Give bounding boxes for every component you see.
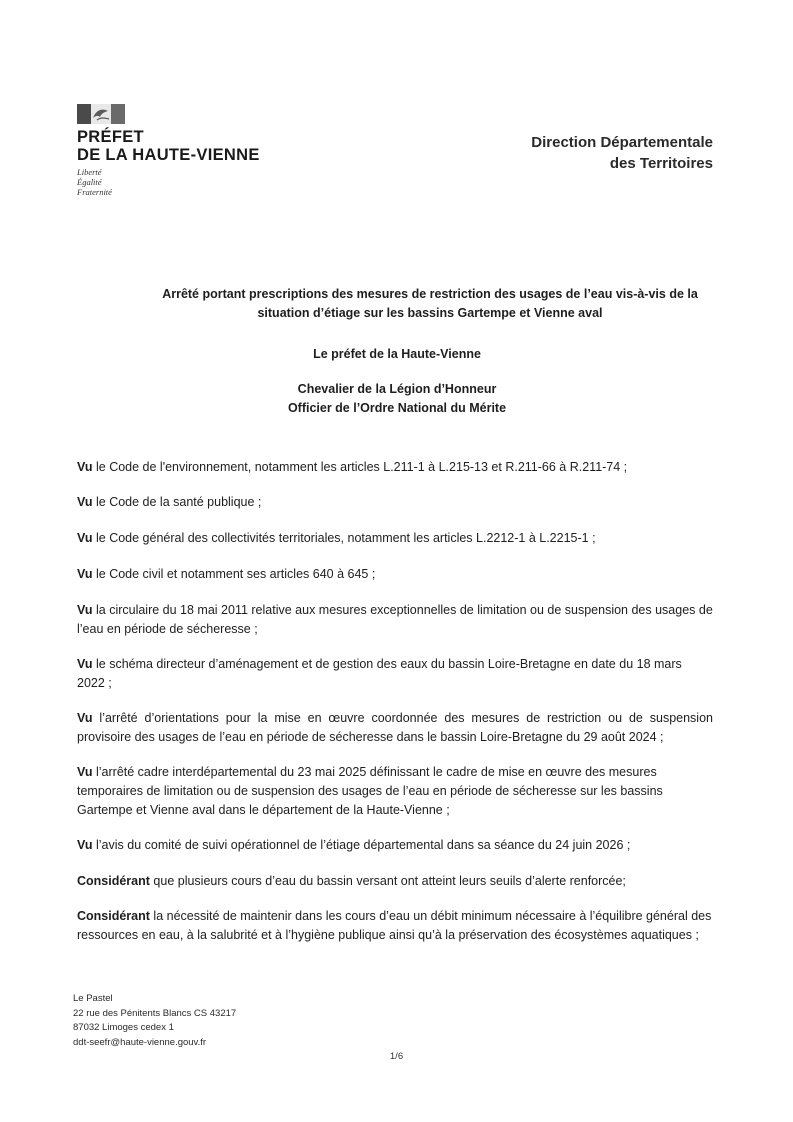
visa-paragraph: Vu le Code civil et notamment ses articles 640 à 645 ;	[77, 567, 376, 581]
visa-paragraph: Vu le Code de la santé publique ;	[77, 495, 262, 509]
republic-motto	[77, 167, 297, 197]
prefet-name: Le préfet de la Haute-Vienne	[313, 347, 481, 361]
marianne-logo-icon	[77, 104, 125, 124]
motto-egalite: Égalité	[77, 177, 102, 187]
page-number: 1/6	[389, 1051, 404, 1062]
prefecture-logo-block	[77, 104, 297, 197]
service-name-line1: Direction Départementale	[531, 134, 713, 151]
considerant-paragraph: Considérant la nécessité de maintenir dans les cours d’eau un débit minimum nécessaire à l’équilibre général des ressources en eau, à la salubrité et à l’hygiène publique ainsi qu’à la préservation des écosystèmes aquatiques ;	[77, 909, 712, 942]
footer-street: 22 rue des Pénitents Blancs CS 43217	[73, 1007, 237, 1019]
prefet-distinctions	[77, 380, 717, 418]
visas-considerants	[77, 458, 713, 945]
service-name	[531, 132, 713, 174]
visa-paragraph: Vu le Code de l'environnement, notamment les articles L.211-1 à L.215-13 et R.211-66 à R.211-74 ;	[77, 460, 628, 474]
footer-email: ddt-seefr@haute-vienne.gouv.fr	[73, 1036, 207, 1048]
visa-paragraph: Vu le schéma directeur d’aménagement et de gestion des eaux du bassin Loire-Bretagne en date du 18 mars 2022 ;	[77, 657, 682, 690]
distinction-ordre-merite: Officier de l’Ordre National du Mérite	[287, 401, 507, 415]
service-name-line2: des Territoires	[609, 155, 713, 172]
motto-fraternite: Fraternité	[77, 187, 112, 197]
visa-paragraph: Vu l’arrêté cadre interdépartemental du 23 mai 2025 définissant le cadre de mise en œuvre des mesures temporaires de limitation ou de suspension des usages de l’eau en période de sécheresse sur les bassins Gartempe et Vienne aval dans le département de la Haute-Vienne ;	[77, 765, 663, 817]
considerant-paragraph: Considérant que plusieurs cours d’eau du bassin versant ont atteint leurs seuils d’alerte renforcée;	[77, 874, 626, 888]
motto-liberte: Liberté	[77, 167, 102, 177]
arrete-title	[150, 285, 710, 323]
arrete-title-line2: situation d’étiage sur les bassins Gartempe et Vienne aval	[257, 306, 603, 320]
prefet-title	[77, 128, 297, 164]
visa-paragraph: Vu l’arrêté d’orientations pour la mise en œuvre coordonnée des mesures de restriction ou de suspension provisoire des usages de l’eau en période de sécheresse dans le bassin Loire-Bretagne du 29 août 2024 ;	[77, 711, 713, 744]
footer-building: Le Pastel	[73, 993, 113, 1004]
visa-paragraph: Vu le Code général des collectivités territoriales, notamment les articles L.2212-1 à L.2215-1 ;	[77, 531, 596, 545]
visa-paragraph: Vu l’avis du comité de suivi opérationnel de l’étiage départemental dans sa séance du 24 juin 2026 ;	[77, 838, 631, 852]
footer-city: 87032 Limoges cedex 1	[73, 1022, 174, 1033]
distinction-legion-honneur: Chevalier de la Légion d’Honneur	[297, 382, 497, 396]
prefet-title-line2: DE LA HAUTE-VIENNE	[77, 146, 260, 164]
arrete-title-line1: Arrêté portant prescriptions des mesures de restriction des usages de l’eau vis-à-vis de la	[162, 287, 698, 301]
footer-address	[73, 992, 236, 1050]
visa-paragraph: Vu la circulaire du 18 mai 2011 relative aux mesures exceptionnelles de limitation ou de suspension des usages de l’eau en période de sécheresse ;	[77, 603, 713, 636]
prefet-title-line1: PRÉFET	[77, 128, 144, 146]
